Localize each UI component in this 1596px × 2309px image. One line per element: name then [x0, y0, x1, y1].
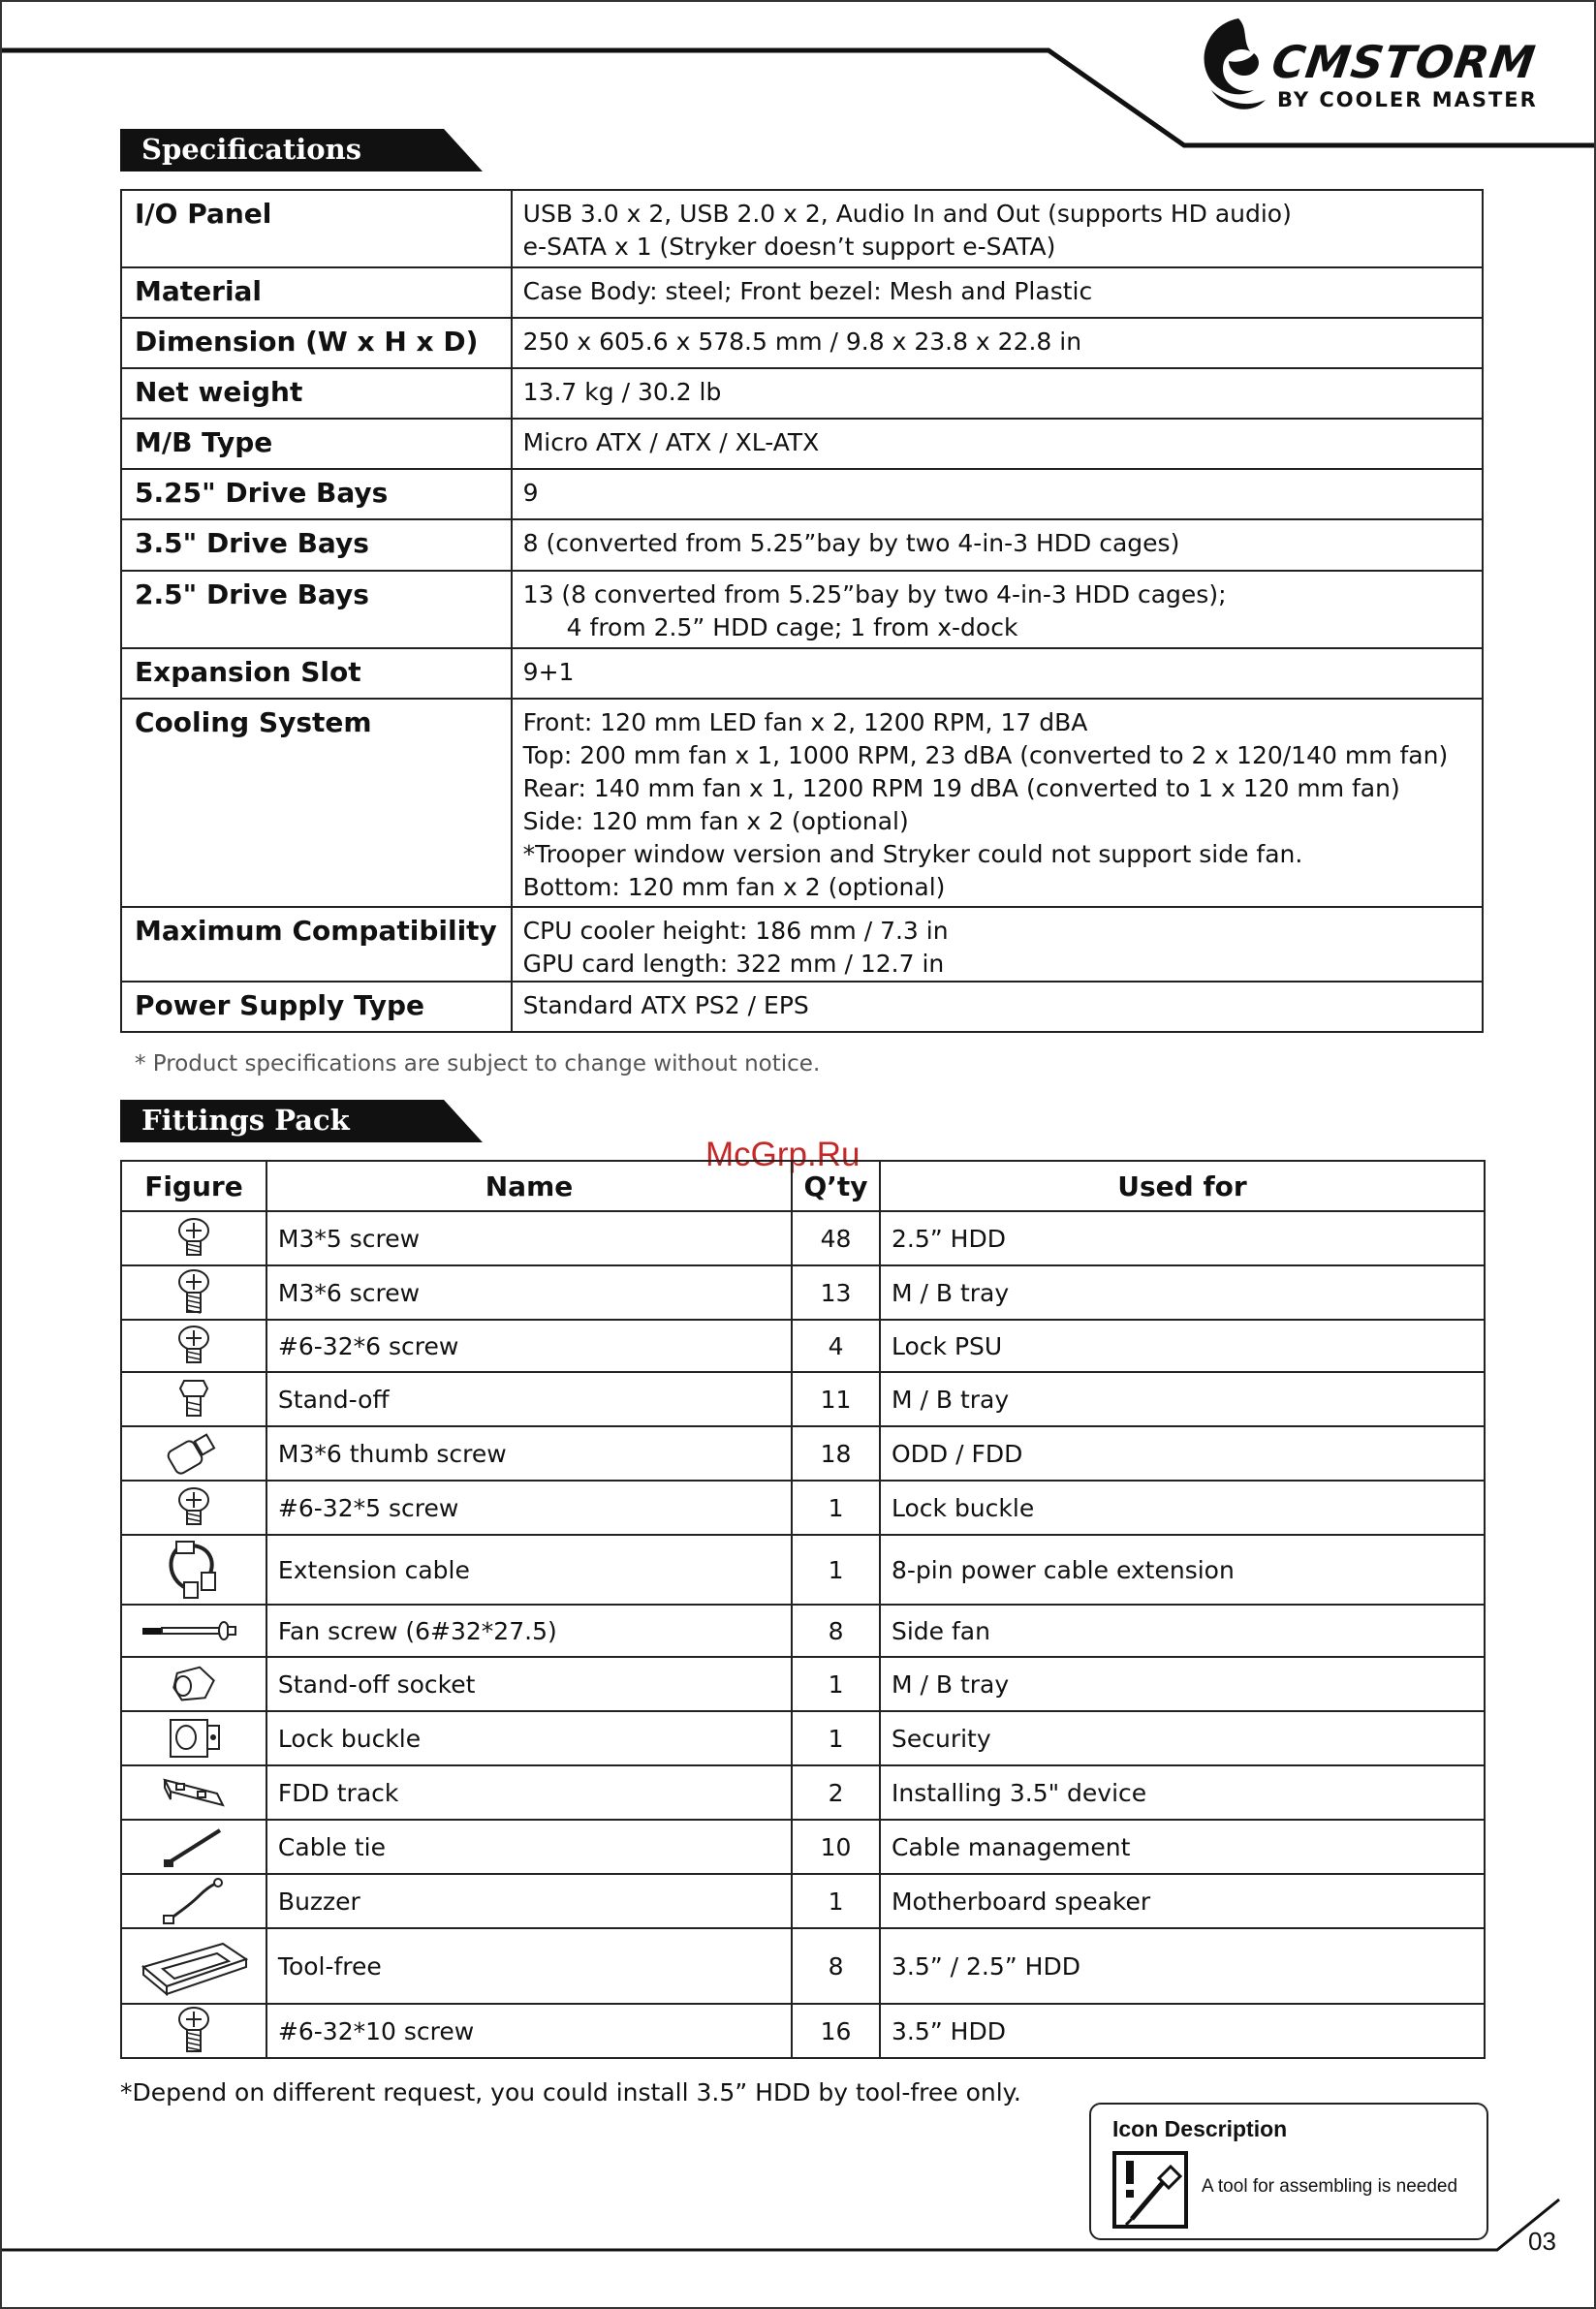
- spec-row: [121, 907, 1483, 982]
- figure-cell: [121, 1320, 266, 1372]
- fitting-used-for: Cable management: [880, 1820, 1485, 1874]
- fdd-track-icon: [122, 1770, 266, 1815]
- logo-wordmark: CMSTORM: [1268, 36, 1540, 88]
- icon-description-text: A tool for assembling is needed: [1202, 2176, 1458, 2197]
- figure-cell: [121, 1765, 266, 1820]
- spec-row: [121, 419, 1483, 469]
- spec-value-line: GPU card length: 322 mm / 12.7 in: [522, 950, 945, 978]
- specifications-table: [120, 189, 1484, 1033]
- header-used-for: Used for: [880, 1161, 1485, 1211]
- spec-value-line: Side: 120 mm fan x 2 (optional): [522, 807, 909, 835]
- fittings-title: Fittings Pack: [141, 1104, 350, 1137]
- fittings-row: [121, 1765, 1485, 1820]
- fittings-footnote: *Depend on different request, you could install 3.5” HDD by tool-free only.: [120, 2078, 1021, 2106]
- spec-row: [121, 318, 1483, 368]
- spec-row: [121, 519, 1483, 571]
- fitting-used-for: 2.5” HDD: [880, 1211, 1485, 1265]
- fitting-qty: 1: [792, 1874, 880, 1928]
- fittings-table: [120, 1160, 1486, 2059]
- spec-label: Dimension (W x H x D): [121, 318, 512, 368]
- fitting-name: Stand-off socket: [266, 1657, 792, 1711]
- spec-label: 2.5" Drive Bays: [121, 571, 512, 648]
- fittings-row: [121, 1320, 1485, 1372]
- fitting-name: Lock buckle: [266, 1711, 792, 1765]
- fan-screw-icon: [122, 1621, 266, 1640]
- spec-label: I/O Panel: [121, 190, 512, 267]
- icon-description-title: Icon Description: [1112, 2116, 1288, 2141]
- spec-row: [121, 267, 1483, 318]
- figure-cell: [121, 1211, 266, 1265]
- spec-value-line: Case Body: steel; Front bezel: Mesh and Plastic: [522, 277, 1093, 305]
- fitting-qty: 16: [792, 2004, 880, 2058]
- figure-cell: [121, 1657, 266, 1711]
- fitting-used-for: ODD / FDD: [880, 1426, 1485, 1481]
- spec-label: Power Supply Type: [121, 982, 512, 1032]
- fitting-qty: 1: [792, 1535, 880, 1605]
- header-qty: Q’ty: [792, 1161, 880, 1211]
- spec-row: [121, 571, 1483, 648]
- logo-subtitle: BY COOLER MASTER: [1277, 88, 1538, 111]
- fitting-used-for: Lock PSU: [880, 1320, 1485, 1372]
- fittings-row: [121, 1711, 1485, 1765]
- fittings-row: [121, 1820, 1485, 1874]
- spec-value-line: 9+1: [522, 658, 575, 686]
- fitting-used-for: 3.5” / 2.5” HDD: [880, 1928, 1485, 2004]
- fitting-name: Stand-off: [266, 1372, 792, 1426]
- fitting-qty: 1: [792, 1657, 880, 1711]
- spec-row: [121, 368, 1483, 419]
- figure-cell: [121, 1535, 266, 1605]
- spec-value-line: CPU cooler height: 186 mm / 7.3 in: [522, 917, 949, 945]
- spec-value: [512, 190, 1483, 267]
- spec-value-line: Rear: 140 mm fan x 1, 1200 RPM 19 dBA (converted to 1 x 120 mm fan): [522, 774, 1400, 802]
- fitting-name: Extension cable: [266, 1535, 792, 1605]
- spec-row: [121, 982, 1483, 1032]
- fitting-name: #6-32*5 screw: [266, 1481, 792, 1535]
- icon-description-box: [1089, 2103, 1488, 2240]
- fitting-qty: 1: [792, 1481, 880, 1535]
- spec-label: Material: [121, 267, 512, 318]
- fitting-used-for: M / B tray: [880, 1657, 1485, 1711]
- spec-value-line: 250 x 605.6 x 578.5 mm / 9.8 x 23.8 x 22.8 in: [522, 328, 1082, 356]
- fitting-used-for: M / B tray: [880, 1265, 1485, 1320]
- 6-32-6-screw-icon: [122, 1325, 266, 1367]
- header-name: Name: [266, 1161, 792, 1211]
- spec-value-line: 4 from 2.5” HDD cage; 1 from x-dock: [566, 613, 1018, 641]
- spec-label: M/B Type: [121, 419, 512, 469]
- 6-32-5-screw-icon: [122, 1486, 266, 1529]
- brand-logo: [1190, 15, 1549, 126]
- fitting-qty: 13: [792, 1265, 880, 1320]
- spec-value: [512, 318, 1483, 368]
- spec-row: [121, 699, 1483, 907]
- fitting-name: M3*6 thumb screw: [266, 1426, 792, 1481]
- spec-value-line: 8 (converted from 5.25”bay by two 4-in-3 HDD cages): [522, 529, 1180, 557]
- figure-cell: [121, 2004, 266, 2058]
- fittings-row: [121, 1265, 1485, 1320]
- spec-value-line: *Trooper window version and Stryker could not support side fan.: [522, 840, 1303, 868]
- fitting-used-for: M / B tray: [880, 1372, 1485, 1426]
- figure-cell: [121, 1820, 266, 1874]
- fittings-row: [121, 1372, 1485, 1426]
- buzzer-icon: [122, 1877, 266, 1925]
- spec-value-line: 13.7 kg / 30.2 lb: [522, 378, 722, 406]
- fitting-name: Cable tie: [266, 1820, 792, 1874]
- spec-value-line: e-SATA x 1 (Stryker doesn’t support e-SATA): [522, 233, 1056, 261]
- fitting-qty: 11: [792, 1372, 880, 1426]
- fitting-qty: 8: [792, 1605, 880, 1657]
- spec-value: [512, 469, 1483, 519]
- stand-off-icon: [122, 1377, 266, 1421]
- screwdriver-warning-icon: [1112, 2151, 1188, 2229]
- fittings-row: [121, 1928, 1485, 2004]
- fittings-row: [121, 1211, 1485, 1265]
- spec-value: [512, 648, 1483, 699]
- fitting-used-for: 8-pin power cable extension: [880, 1535, 1485, 1605]
- specifications-note: * Product specifications are subject to change without notice.: [135, 1051, 821, 1076]
- fittings-row: [121, 1426, 1485, 1481]
- fitting-used-for: Installing 3.5" device: [880, 1765, 1485, 1820]
- spec-value-line: USB 3.0 x 2, USB 2.0 x 2, Audio In and Out (supports HD audio): [522, 200, 1292, 228]
- spec-value: [512, 982, 1483, 1032]
- fitting-qty: 1: [792, 1711, 880, 1765]
- spec-value: [512, 699, 1483, 907]
- fitting-name: M3*6 screw: [266, 1265, 792, 1320]
- fitting-qty: 10: [792, 1820, 880, 1874]
- header-figure: Figure: [121, 1161, 266, 1211]
- lock-buckle-icon: [122, 1716, 266, 1761]
- fitting-qty: 8: [792, 1928, 880, 2004]
- spec-label: Expansion Slot: [121, 648, 512, 699]
- fittings-header: [120, 1100, 483, 1142]
- spec-row: [121, 190, 1483, 267]
- spec-value: [512, 267, 1483, 318]
- spec-value: [512, 419, 1483, 469]
- fitting-name: FDD track: [266, 1765, 792, 1820]
- fittings-row: [121, 1535, 1485, 1605]
- fitting-used-for: Lock buckle: [880, 1481, 1485, 1535]
- watermark: McGrp.Ru: [705, 1136, 861, 1173]
- specifications-title: Specifications: [141, 133, 362, 166]
- page-number: 03: [1528, 2227, 1556, 2256]
- spec-value-line: Top: 200 mm fan x 1, 1000 RPM, 23 dBA (converted to 2 x 120/140 mm fan): [522, 741, 1449, 769]
- figure-cell: [121, 1426, 266, 1481]
- tool-free-icon: [122, 1932, 266, 2000]
- figure-cell: [121, 1265, 266, 1320]
- spec-value-line: Bottom: 120 mm fan x 2 (optional): [522, 873, 946, 901]
- spec-label: Cooling System: [121, 699, 512, 907]
- stand-off-socket-icon: [122, 1665, 266, 1703]
- spec-value-line: Micro ATX / ATX / XL-ATX: [522, 428, 820, 456]
- figure-cell: [121, 1928, 266, 2004]
- spec-label: 5.25" Drive Bays: [121, 469, 512, 519]
- fitting-used-for: 3.5” HDD: [880, 2004, 1485, 2058]
- fitting-qty: 2: [792, 1765, 880, 1820]
- spec-value: [512, 519, 1483, 571]
- fittings-row: [121, 2004, 1485, 2058]
- fitting-used-for: Security: [880, 1711, 1485, 1765]
- spec-value-line: 13 (8 converted from 5.25”bay by two 4-in-3 HDD cages);: [522, 580, 1227, 608]
- figure-cell: [121, 1874, 266, 1928]
- 6-32-10-screw-icon: [122, 2006, 266, 2056]
- spec-value-line: 9: [522, 479, 539, 507]
- fittings-row: [121, 1605, 1485, 1657]
- fitting-name: #6-32*6 screw: [266, 1320, 792, 1372]
- fitting-qty: 18: [792, 1426, 880, 1481]
- specifications-header: [120, 129, 483, 172]
- spec-row: [121, 469, 1483, 519]
- extension-cable-icon: [122, 1540, 266, 1600]
- fitting-name: Fan screw (6#32*27.5): [266, 1605, 792, 1657]
- figure-cell: [121, 1605, 266, 1657]
- fitting-name: Buzzer: [266, 1874, 792, 1928]
- spec-label: 3.5" Drive Bays: [121, 519, 512, 571]
- figure-cell: [121, 1481, 266, 1535]
- fitting-name: Tool-free: [266, 1928, 792, 2004]
- fitting-used-for: Motherboard speaker: [880, 1874, 1485, 1928]
- fitting-name: #6-32*10 screw: [266, 2004, 792, 2058]
- fittings-row: [121, 1481, 1485, 1535]
- fitting-name: M3*5 screw: [266, 1211, 792, 1265]
- m3-6-screw-icon: [122, 1268, 266, 1317]
- spec-value-line: Standard ATX PS2 / EPS: [522, 991, 809, 1019]
- figure-cell: [121, 1711, 266, 1765]
- spec-value: [512, 368, 1483, 419]
- fittings-row: [121, 1874, 1485, 1928]
- figure-cell: [121, 1372, 266, 1426]
- fitting-used-for: Side fan: [880, 1605, 1485, 1657]
- fitting-qty: 48: [792, 1211, 880, 1265]
- spec-label: Maximum Compatibility: [121, 907, 512, 982]
- spec-label: Net weight: [121, 368, 512, 419]
- thumb-screw-icon: [122, 1431, 266, 1476]
- spec-value: [512, 571, 1483, 648]
- cmstorm-swirl-icon: [1190, 15, 1267, 121]
- cable-tie-icon: [122, 1825, 266, 1869]
- spec-value-line: Front: 120 mm LED fan x 2, 1200 RPM, 17 dBA: [522, 708, 1088, 736]
- m3-5-screw-icon: [122, 1217, 266, 1260]
- fittings-row: [121, 1657, 1485, 1711]
- spec-value: [512, 907, 1483, 982]
- fitting-qty: 4: [792, 1320, 880, 1372]
- spec-row: [121, 648, 1483, 699]
